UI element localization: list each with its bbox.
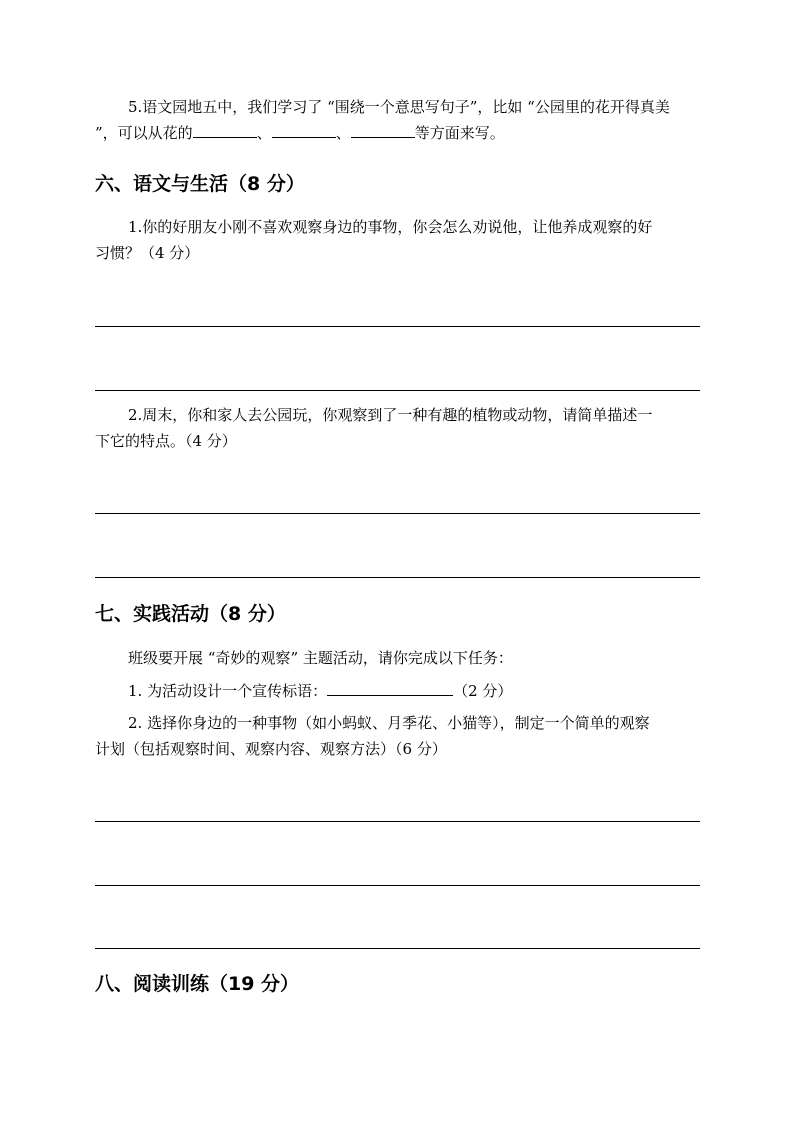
s7-q1 <box>128 681 700 701</box>
s6-q1-answer-line-2[interactable] <box>95 390 700 391</box>
q5-line2-suffix: 等方面来写。 <box>414 124 505 142</box>
q5-line2-prefix: ”，可以从花的 <box>95 124 193 142</box>
s6-q2-line1: 2.周末，你和家人去公园玩，你观察到了一种有趣的植物或动物，请简单描述一 <box>128 406 653 424</box>
s7-q2-answer-line-3[interactable] <box>95 948 700 949</box>
q5-line1: 5.语文园地五中，我们学习了 “围绕一个意思写句子”，比如 “公园里的花开得真美 <box>128 98 670 116</box>
q5-blank-2[interactable] <box>272 123 336 138</box>
q5-sep-1: 、 <box>256 124 272 142</box>
s7-intro: 班级要开展 “奇妙的观察” 主题活动，请你完成以下任务： <box>128 649 513 667</box>
q5-blank-1[interactable] <box>193 123 257 138</box>
q5-line2 <box>95 123 700 143</box>
s6-q2-answer-line-1[interactable] <box>95 513 700 514</box>
s6-q1-answer-line-1[interactable] <box>95 326 700 327</box>
s6-q2-line2: 下它的特点。（4 分） <box>95 432 237 450</box>
s6-q2-answer-line-2[interactable] <box>95 577 700 578</box>
q5-blank-3[interactable] <box>351 123 415 138</box>
s7-q2-line1: 2. 选择你身边的一种事物（如小蚂蚁、月季花、小猫等），制定一个简单的观察 <box>128 714 650 732</box>
section6-title: 六、语文与生活（8 分） <box>95 173 305 195</box>
section7-title: 七、实践活动（8 分） <box>95 603 286 625</box>
q5-sep-2: 、 <box>335 124 351 142</box>
s7-q2-line2: 计划（包括观察时间、观察内容、观察方法）（6 分） <box>95 740 447 758</box>
s7-q2-answer-line-1[interactable] <box>95 821 700 822</box>
s7-q1-prefix: 1. 为活动设计一个宣传标语： <box>128 682 328 700</box>
section8-title: 八、阅读训练（19 分） <box>95 973 300 995</box>
s7-q1-slogan-blank[interactable] <box>327 681 453 696</box>
s6-q1-line2: 习惯？（4 分） <box>95 244 200 262</box>
s6-q1-line1: 1.你的好朋友小刚不喜欢观察身边的事物，你会怎么劝说他，让他养成观察的好 <box>128 218 653 236</box>
s7-q1-suffix: （2 分） <box>453 682 513 700</box>
s7-q2-answer-line-2[interactable] <box>95 885 700 886</box>
